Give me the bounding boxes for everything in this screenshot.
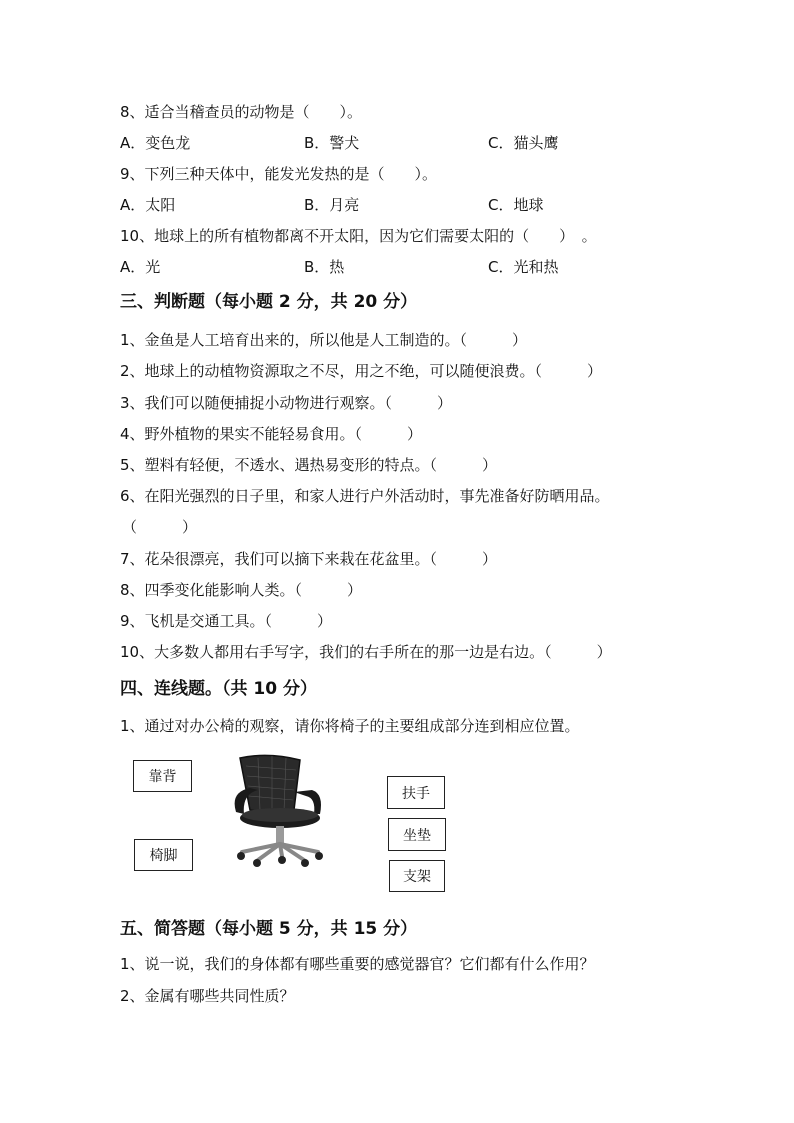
label-backrest[interactable]: 靠背 — [133, 760, 192, 792]
question-8-option-a: A．变色龙 — [120, 134, 191, 152]
section3-heading: 三、判断题（每小题 2 分，共 20 分） — [120, 292, 418, 312]
question-8-stem: 8、适合当稽查员的动物是（ ）。 — [120, 103, 363, 121]
tf-item-8: 8、四季变化能影响人类。（ ） — [120, 581, 363, 599]
question-10-stem: 10、地球上的所有植物都离不开太阳，因为它们需要太阳的（ ） 。 — [120, 227, 597, 245]
label-support-frame[interactable]: 支架 — [389, 860, 445, 892]
office-chair-image — [228, 752, 332, 868]
question-9-option-a: A．太阳 — [120, 196, 176, 214]
matching-question: 1、通过对办公椅的观察，请你将椅子的主要组成部分连到相应位置。 — [120, 717, 580, 735]
label-seat-cushion[interactable]: 坐垫 — [388, 818, 446, 851]
short-answer-1: 1、说一说，我们的身体都有哪些重要的感觉器官？它们都有什么作用？ — [120, 955, 595, 973]
question-9-option-b: B．月亮 — [304, 196, 360, 214]
question-10-option-a: A．光 — [120, 258, 161, 276]
section5-heading: 五、简答题（每小题 5 分，共 15 分） — [120, 919, 418, 939]
question-9-stem: 9、下列三种天体中，能发光发热的是（ ）。 — [120, 165, 438, 183]
tf-item-5: 5、塑料有轻便，不透水、遇热易变形的特点。（ ） — [120, 456, 498, 474]
question-10-option-c: C．光和热 — [488, 258, 559, 276]
question-8-option-c: C．猫头鹰 — [488, 134, 559, 152]
tf-item-9: 9、飞机是交通工具。（ ） — [120, 612, 333, 630]
tf-item-10: 10、大多数人都用右手写字，我们的右手所在的那一边是右边。（ ） — [120, 643, 612, 661]
question-10-option-b: B．热 — [304, 258, 345, 276]
tf-item-4: 4、野外植物的果实不能轻易食用。（ ） — [120, 425, 423, 443]
label-chair-legs[interactable]: 椅脚 — [134, 839, 193, 871]
question-9-option-c: C．地球 — [488, 196, 544, 214]
tf-item-2: 2、地球上的动植物资源取之不尽，用之不绝，可以随便浪费。（ ） — [120, 362, 603, 380]
short-answer-2: 2、金属有哪些共同性质？ — [120, 987, 295, 1005]
tf-item-3: 3、我们可以随便捕捉小动物进行观察。（ ） — [120, 394, 453, 412]
tf-item-1: 1、金鱼是人工培育出来的，所以他是人工制造的。（ ） — [120, 331, 528, 349]
tf-item-6-bracket: （ ） — [122, 518, 198, 536]
section4-heading: 四、连线题。（共 10 分） — [120, 679, 317, 699]
tf-item-6: 6、在阳光强烈的日子里，和家人进行户外活动时，事先准备好防晒用品。 — [120, 487, 610, 505]
tf-item-7: 7、花朵很漂亮，我们可以摘下来栽在花盆里。（ ） — [120, 550, 498, 568]
question-8-option-b: B．警犬 — [304, 134, 360, 152]
label-armrest[interactable]: 扶手 — [387, 776, 445, 809]
